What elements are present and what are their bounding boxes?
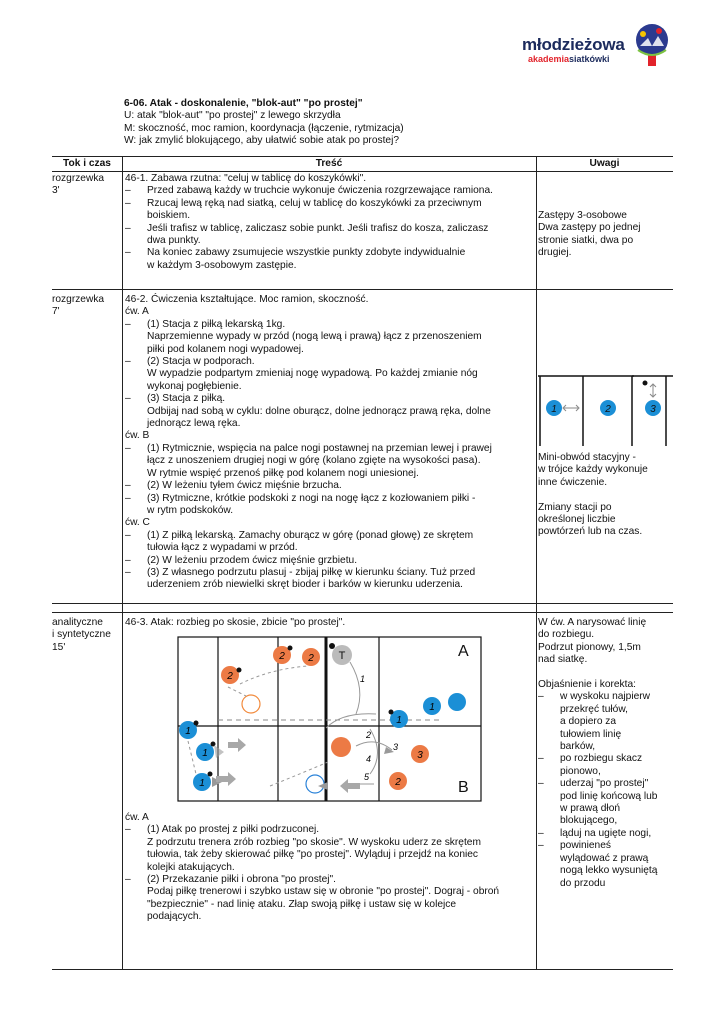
text-line [125,356,492,368]
bullet-dash: – [125,554,131,566]
lesson-goal-w: W: jak zmylić blokującego, aby ułatwić sobie atak po prostej? [124,135,400,147]
text-line: w prawą dłoń [560,803,621,815]
row2-content [125,294,492,592]
bullet-text: (1) Rytmicznie, wspięcia na palce nogi postawnej na przemian lewej i prawej [147,442,492,454]
logo-emblem-icon [634,22,670,68]
row-divider [52,612,673,613]
text-line: Odbijaj nad sobą w cyklu: dolne oburącz, dolne jednorącz prawą ręka, dolne [147,405,491,417]
ball-blue [448,693,466,711]
target-circle-blue [306,775,324,793]
text-line: Zastępy 3-osobowe [538,210,627,221]
lesson-header [124,98,544,148]
station-diagram [536,372,673,448]
arrow-heads [212,745,394,790]
table-header [52,156,673,172]
row-divider [52,603,673,604]
bullet-text: po rozbiegu skacz [560,753,643,765]
target-circle-orange [242,695,260,713]
text-line: tułowia, tak żeby skierować piłkę "po prostej". Wyląduj i przejdź na koniec [147,849,479,861]
text-line [538,778,657,790]
text-line [538,489,648,501]
player-orange-3 [411,745,429,763]
player-orange-2 [302,648,320,666]
bullet-text: (3) Z własnego podrzutu plasuj - zbijaj piłkę w kierunku ściany. Tuż przed [147,566,476,578]
lesson-title: 6-06. Atak - doskonalenie, "blok-aut" "po prostej" [124,98,363,109]
text-line: określonej liczbie [538,514,616,526]
bullet-text: Jeśli trafisz w tablicę, zaliczasz sobie punkt. Jeśli trafisz do kosza, zaliczasz [147,222,489,234]
svg-text:2: 2 [605,404,611,415]
text-line [125,555,492,567]
text-line: blokującego, [560,815,618,827]
player-orange-2 [273,646,293,665]
court-label-b: B [458,779,469,796]
player-blue-1 [193,772,213,792]
station-2 [600,400,616,416]
row2-time: rozgrzewka 7' [52,294,105,318]
text-line [125,319,492,331]
bullet-text: (1) Z piłką lekarską. Zamachy oburącz w górę (ponad głowę) ze skrętem [147,529,474,541]
text-line: Z podrzutu trenera zrób rozbieg "po skosie". W wyskoku uderz ze skrętem [147,836,481,848]
text-line: podających. [147,911,202,923]
text-line: nad siatkę. [538,654,588,666]
svg-text:1: 1 [185,726,191,737]
text-line [538,753,657,765]
row1-notes [538,210,641,260]
bullet-dash: – [538,691,544,703]
text-line: łącz z unoszeniem drugiej nogi w górę (kolano zgięte na wysokości pasa). [147,455,481,467]
bullet-text: (2) W leżeniu przodem ćwicz mięśnie grzbietu. [147,554,358,566]
arrow-label-2: 2 [366,730,372,740]
text-line: drugiej. [538,247,572,259]
text-line: tułowiem linię [560,728,622,740]
bullet-text: (2) W leżeniu tyłem ćwicz mięśnie brzucha. [147,480,342,492]
text-line: uderzeniem zrób niewielki skręt bioder i barków w kierunku uderzenia. [147,579,463,591]
text-line: W rytmie wspięć przenoś piłkę pod kolanem nogi uniesionej. [147,467,419,479]
text-line [538,667,657,679]
svg-text:1: 1 [551,404,557,415]
text-line: 46-2. Ćwiczenia kształtujące. Moc ramion, skoczność. [125,294,369,305]
court-label-a: A [458,643,469,660]
bullet-text: w wyskoku najpierw [560,691,651,703]
logo [522,22,672,70]
arrow-label-1: 1 [360,674,366,684]
svg-text:3: 3 [417,750,423,761]
text-line [538,840,657,852]
bullet-dash: – [125,356,131,368]
bullet-dash: – [125,492,131,504]
text-line: 46-1. Zabawa rzutna: "celuj w tablicę do koszykówki". [125,173,367,184]
court-diagram [170,634,488,806]
bullet-dash: – [125,247,131,259]
bullet-dash: – [125,480,131,492]
text-line: Podaj piłkę trenerowi i szybko ustaw się w obronie "po prostej". Dograj - obroń [147,886,500,898]
text-line [125,824,499,836]
bullet-text: (2) Stacja w podporach. [147,356,255,368]
row3-content [125,812,499,924]
text-line [125,874,499,886]
text-line: nogą lekko wysuniętą [560,865,658,877]
svg-text:2: 2 [395,777,401,788]
text-line: Mini-obwód stacyjny - [538,452,636,463]
text-line [125,480,492,492]
text-line: Objaśnienie i korekta: [538,679,636,691]
text-line: W ćw. A narysować linię [538,617,647,628]
text-line: a dopiero za [560,716,617,728]
player-blue-1 [196,742,216,762]
text-line: W wypadzie podpartym zmieniaj nogę wypadową. Po każdej zmianie nóg [147,368,478,380]
text-line: ćw. B [125,430,150,442]
column-header-time: Tok i czas [63,158,111,169]
station-1 [546,400,579,416]
row-divider [52,289,673,290]
bullet-dash: – [538,753,544,765]
text-line: powtórzeń lub na czas. [538,526,643,538]
bullet-text: (2) Przekazanie piłki i obrona "po prostej". [147,874,337,886]
lesson-goal-u: U: atak "blok-aut" "po prostej" z lewego skrzydła [124,110,341,122]
bullet-dash: – [125,185,131,197]
bullet-text: Na koniec zabawy zsumujecie wszystkie punkty zdobyte indywidualnie [147,247,466,259]
column-divider [536,156,537,970]
player-orange-2 [221,666,242,684]
player-blue-1 [389,710,409,729]
text-line: barków, [560,741,596,753]
row3-time: analityczne i syntetyczne 15' [52,617,111,653]
lesson-goal-m: M: skoczność, moc ramion, koordynacja (łączenie, rytmizacja) [124,122,404,134]
text-line: Dwa zastępy po jednej [538,222,641,234]
svg-text:3: 3 [650,404,656,415]
row3-notes [538,617,657,890]
arrow-label-3: 3 [393,742,399,752]
logo-text-sub: akademiasiatkówki [528,54,610,64]
text-line: tułowia łącz z wypadami w przód. [147,542,298,554]
bullet-dash: – [125,318,131,330]
table-bottom-line [52,969,673,970]
arrow-label-5: 5 [364,772,370,782]
text-line [125,530,492,542]
column-header-content: Treść [315,158,343,169]
text-line [125,223,493,235]
svg-text:2: 2 [279,651,285,662]
text-line: do rozbiegu. [538,629,595,641]
bullet-dash: – [125,222,131,234]
svg-text:1: 1 [396,715,402,726]
bullet-dash: – [125,529,131,541]
text-line: piłki pod kolanem nogi wypadowej. [147,343,304,355]
bullet-dash: – [125,824,131,836]
coach [329,643,352,665]
bullet-dash: – [538,778,544,790]
text-line: wylądować z prawą [560,852,649,864]
bullet-dash: – [125,442,131,454]
bullet-text: Przed zabawą każdy w truchcie wykonuje ćwiczenia rozgrzewające ramiona. [147,185,493,197]
row2-notes [538,452,648,539]
text-line: jednorącz lewą ręka. [147,418,241,430]
text-line: ćw. A [125,812,149,823]
svg-text:2: 2 [308,653,314,664]
text-line: Naprzemienne wypady w przód (nogą lewą i prawą) łącz z przenoszeniem [147,331,482,343]
text-line: wykonaj pogłębienie. [147,380,242,392]
text-line: kolejki atakujących. [147,861,235,873]
text-line: Podrzut pionowy, 1,5m [538,641,641,653]
text-line: "bezpiecznie" - nad linię ataku. Złap swoją piłkę i ustaw się w kolejce [147,898,457,910]
arrow-label-4: 4 [366,754,372,764]
text-line: w rytm podskoków. [147,504,234,516]
svg-text:2: 2 [227,671,233,682]
text-line [125,185,493,197]
ball-orange [331,737,351,757]
text-line: ćw. A [125,306,149,318]
bullet-text: (1) Stacja z piłką lekarską 1kg. [147,318,286,330]
svg-text:1: 1 [429,702,435,713]
player-orange-2 [389,772,407,790]
bullet-text: uderzaj "po prostej" [560,778,649,790]
text-line [125,198,493,210]
text-line [538,828,657,840]
text-line: inne ćwiczenie. [538,476,608,488]
bullet-dash: – [125,874,131,886]
text-line: Zmiany stacji po [538,501,612,513]
text-line [538,691,657,703]
bullet-text: Rzucaj lewą ręką nad siatką, celuj w tablicę do koszykówki za przeciwnym [147,197,482,209]
text-line: pionowo, [560,765,601,777]
bullet-text: powinieneś [560,840,611,852]
column-divider [122,156,123,970]
bullet-dash: – [538,827,544,839]
text-line [125,247,493,259]
row1-time: rozgrzewka 3' [52,173,105,197]
bullet-text: (1) Atak po prostej z piłki podrzuconej. [147,824,320,836]
text-line [125,493,492,505]
svg-text:1: 1 [199,778,205,789]
text-line [125,443,492,455]
bullet-dash: – [125,197,131,209]
text-line: w każdym 3-osobowym zastępie. [147,259,297,271]
text-line: w trójce każdy wykonuje [538,464,648,476]
text-line [125,393,492,405]
bullet-text: (3) Stacja z piłką. [147,393,226,405]
text-line: ćw. C [125,517,150,529]
logo-text-main: młodzieżowa [522,35,625,54]
bullet-dash: – [125,393,131,405]
text-line: stronie siatki, dwa po [538,234,634,246]
text-line: boiskiem. [147,210,191,222]
svg-text:T: T [338,650,346,662]
row3-content-title: 46-3. Atak: rozbieg po skosie, zbicie "po prostej". [125,617,346,628]
bullet-dash: – [538,840,544,852]
text-line: do przodu [560,877,606,889]
text-line: pod linię końcową lub [560,790,658,802]
row1-content [125,173,493,272]
bullet-text: (3) Rytmiczne, krótkie podskoki z nogi na nogę łącz z kozłowaniem piłki - [147,492,476,504]
text-line: przekręć tułów, [560,703,628,715]
bullet-text: ląduj na ugięte nogi, [560,827,652,839]
column-header-notes: Uwagi [589,158,620,169]
station-3 [643,381,662,417]
player-blue-1 [423,697,441,715]
text-line [125,567,492,579]
bullet-dash: – [125,566,131,578]
text-line: dwa punkty. [147,235,201,247]
svg-text:1: 1 [202,748,208,759]
player-blue-1 [179,721,199,740]
